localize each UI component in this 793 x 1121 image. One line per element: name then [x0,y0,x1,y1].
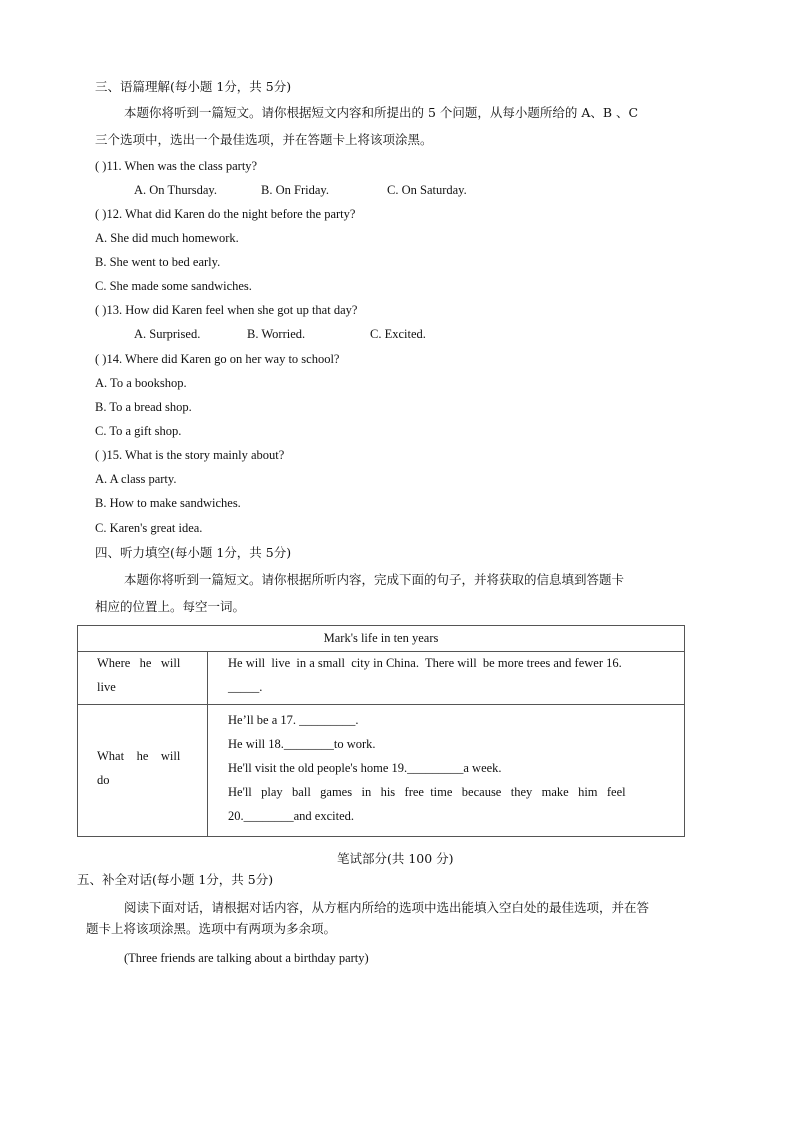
written-part-title: 笔试部分(共 100 分) [337,851,454,866]
row2-line-18: He will 18.________to work. [228,737,376,751]
question-14-option-a: A. To a bookshop. [95,376,187,390]
section5-heading: 五、补全对话(每小题 1分，共 5分) [77,872,274,887]
question-15-option-a: A. A class party. [95,472,177,486]
question-12-option-a: A. She did much homework. [95,231,239,245]
listening-table [77,625,685,837]
section5-context: (Three friends are talking about a birthday party) [124,951,369,965]
question-13-option-b: B. Worried. [247,327,306,341]
table-divider [207,651,208,836]
question-15-option-b: B. How to make sandwiches. [95,496,241,510]
question-12-option-b: B. She went to bed early. [95,255,221,269]
question-13-option-a: A. Surprised. [134,327,201,341]
section5-intro-line1: 阅读下面对话，请根据对话内容，从方框内所给的选项中选出能填入空白处的最佳选项，并在答 [124,900,650,915]
question-11-option-a: A. On Thursday. [134,183,217,197]
question-12-stem: ( )12. What did Karen do the night before the party? [95,207,356,221]
question-13-stem: ( )13. How did Karen feel when she got up that day? [95,303,358,317]
section3-intro-line2: 三个选项中，选出一个最佳选项，并在答题卡上将该项涂黑。 [95,132,433,147]
row1-label-line1: Where he will [97,656,181,670]
section4-intro-line1: 本题你将听到一篇短文。请你根据所听内容，完成下面的句子，并将获取的信息填到答题卡 [124,572,625,587]
question-15-option-c: C. Karen's great idea. [95,521,203,535]
row2-line-20b: 20.________and excited. [228,809,355,823]
section3-heading: 三、语篇理解(每小题 1分，共 5分) [95,79,292,94]
question-11-stem: ( )11. When was the class party? [95,159,258,173]
question-14-option-b: B. To a bread shop. [95,400,192,414]
section4-heading: 四、听力填空(每小题 1分，共 5分) [95,545,292,560]
question-11-option-b: B. On Friday. [261,183,329,197]
question-14-option-c: C. To a gift shop. [95,424,182,438]
row2-label-line1: What he will [97,749,181,763]
table-divider [78,704,684,705]
table-title: Mark's life in ten years [323,631,439,645]
row1-text-line1: He will live in a small city in China. There will be more trees and fewer 16. [228,656,622,670]
question-13-option-c: C. Excited. [370,327,426,341]
question-11-option-c: C. On Saturday. [387,183,467,197]
row1-label-line2: live [97,680,116,694]
row2-line-19: He'll visit the old people's home 19._________a week. [228,761,502,775]
question-12-option-c: C. She made some sandwiches. [95,279,252,293]
row2-label-line2: do [97,773,110,787]
row2-line-20a: He'll play ball games in his free time because they make him feel [228,785,626,799]
section4-intro-line2: 相应的位置上。每空一词。 [95,599,246,614]
row2-line-17: He’ll be a 17. _________. [228,713,359,727]
question-15-stem: ( )15. What is the story mainly about? [95,448,285,462]
section3-intro-line1: 本题你将听到一篇短文。请你根据短文内容和所提出的 5 个问题，从每小题所给的 A、B 、C [124,105,639,120]
row1-blank-16: _____. [228,680,263,694]
question-14-stem: ( )14. Where did Karen go on her way to school? [95,352,340,366]
section5-intro-line2: 题卡上将该项涂黑。选项中有两项为多余项。 [86,921,337,936]
